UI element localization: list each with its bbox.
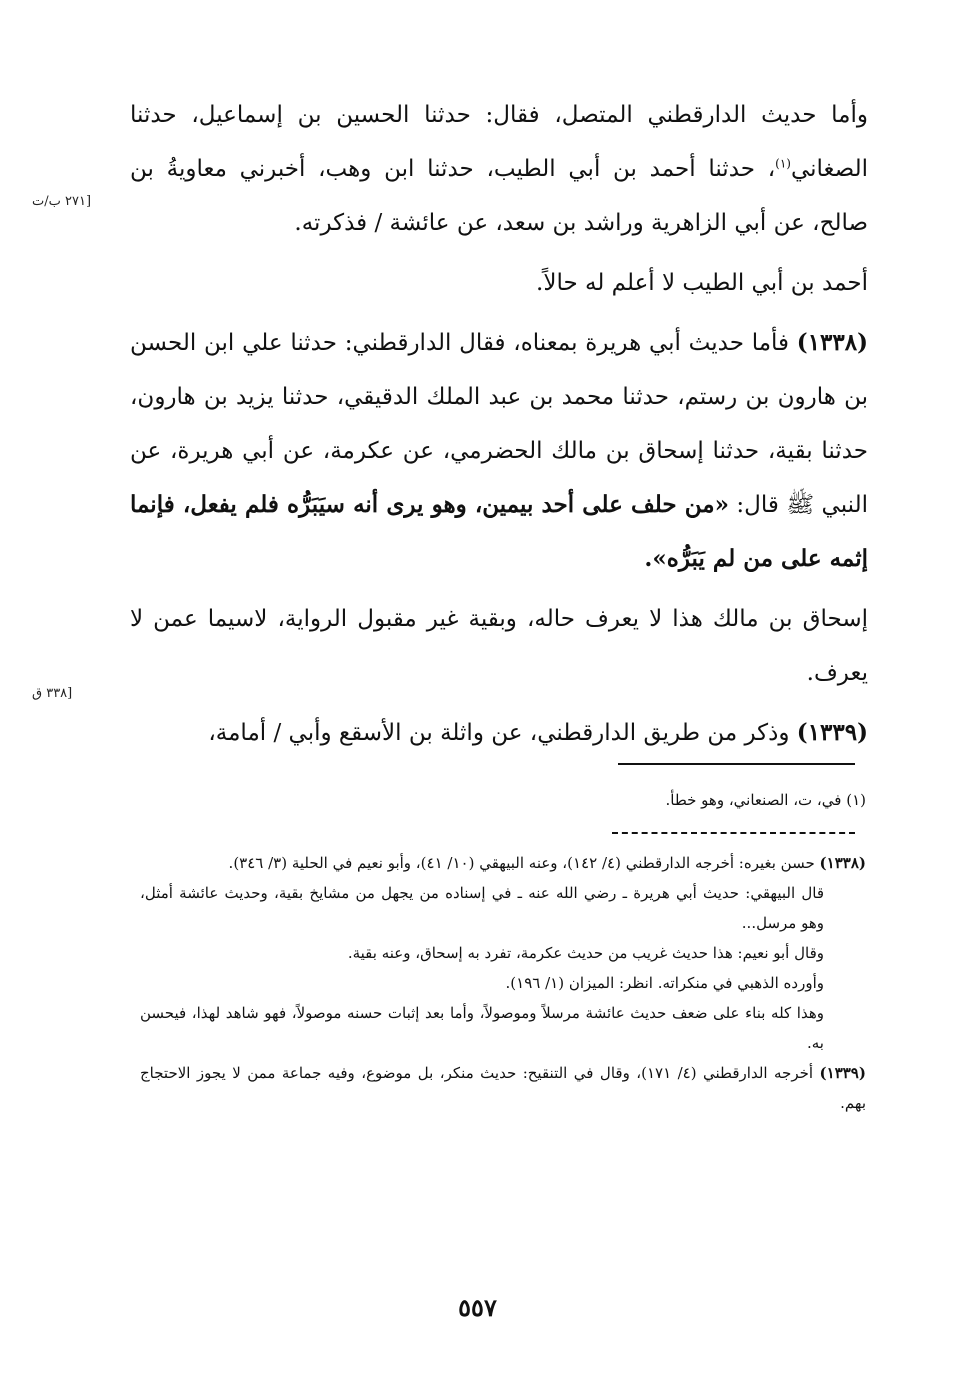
paragraph-ishaq-note: إسحاق بن مالك هذا لا يعرف حاله، وبقية غير مقبول الرواية، لاسيما عمن لا يعرف. [130,606,868,686]
main-text [130,88,868,760]
takhrij-notes [140,848,866,1118]
takhrij-1338: (١٣٣٨) حسن بغيره: أخرجه الدارقطني (٤/ ١٤٢)، وعنه البيهقي (١٠/ ٤١)، وأبو نعيم في الحلية (٣/ ٣٤٦). [228,854,866,872]
hadith-number-1338: (١٣٣٨) [796,329,868,356]
hadith-number-1339: (١٣٣٩) [796,719,868,746]
footnote-1: (١) في، ت، الصنعاني، وهو خطأ. [665,791,866,809]
paragraph-narrator-note: أحمد بن أبي الطيب لا أعلم له حالاً. [536,270,868,296]
takhrij-1338-abu-nuaym: وقال أبو نعيم: هذا حديث غريب من حديث عكرمة، تفرد به إسحاق، وعنه بقية. [347,944,824,962]
takhrij-1338-dhahabi: وأورده الذهبي في منكراته. انظر: الميزان (١/ ١٩٦). [505,974,824,992]
takhrij-1339: (١٣٣٩) أخرجه الدارقطني (٤/ ١٧١)، وقال في التنقيح: حديث منكر، بل موضوع، وفيه جماعة ممن لا يجوز الاحتجاج بهم. [140,1064,866,1112]
footnote-divider [618,763,855,765]
margin-note-manuscript-ref-2: [٣٣٨ ق [32,686,73,701]
paragraph-daraqutni-connected: وأما حديث الدارقطني المتصل، فقال: حدثنا الحسين بن إسماعيل، حدثنا الصغاني$^{(١)}$، حدثنا أحمد بن أبي الطيب، حدثنا ابن وهب، أخبرني معاويةُ بن صالح، عن أبي الزاهرية وراشد بن سعد، عن عائشة / فذكرته. [130,102,868,236]
paragraph-hadith-1339: (١٣٣٩) وذكر من طريق الدارقطني، عن واثلة بن الأسقع وأبي / أمامة، [208,719,868,746]
takhrij-1338-bayhaqi: قال البيهقي: حديث أبي هريرة ـ رضي الله عنه ـ في إسناده من يجهل من مشايخ بقية، وحديث عائشة أمثل، وهو مرسل... [140,884,824,932]
takhrij-divider [612,832,855,834]
margin-note-manuscript-ref-1: [٢٧١ ب/ت [32,194,92,209]
paragraph-hadith-1338: (١٣٣٨) فأما حديث أبي هريرة بمعناه، فقال الدارقطني: حدثنا علي ابن الحسن بن هارون بن رستم، حدثنا محمد بن عبد الملك الدقيقي، حدثنا يزيد بن هارون، حدثنا بقية، حدثنا إسحاق بن مالك الحضرمي، عن عكرمة، عن أبي هريرة، عن النبي ﷺ قال: «من حلف على أحد بيمين، وهو يرى أنه سيَبَرُّه فلم يفعل، فإنما إثمه على من لم يَبَرُّه». [130,329,868,572]
page-number: ٥٥٧ [458,1293,497,1322]
takhrij-1338-conclusion: وهذا كله بناء على ضعف حديث عائشة مرسلاً وموصولاً، وأما بعد إثبات حسنه موصولاً، فهو شاهد لهذا، فيحسن به. [140,1004,824,1052]
hadith-text: «من حلف على أحد بيمين، وهو يرى أنه سيَبَرُّه فلم يفعل، فإنما إثمه على من لم يَبَرُّه». [130,491,868,572]
footnote-marker: (١) [775,156,791,171]
